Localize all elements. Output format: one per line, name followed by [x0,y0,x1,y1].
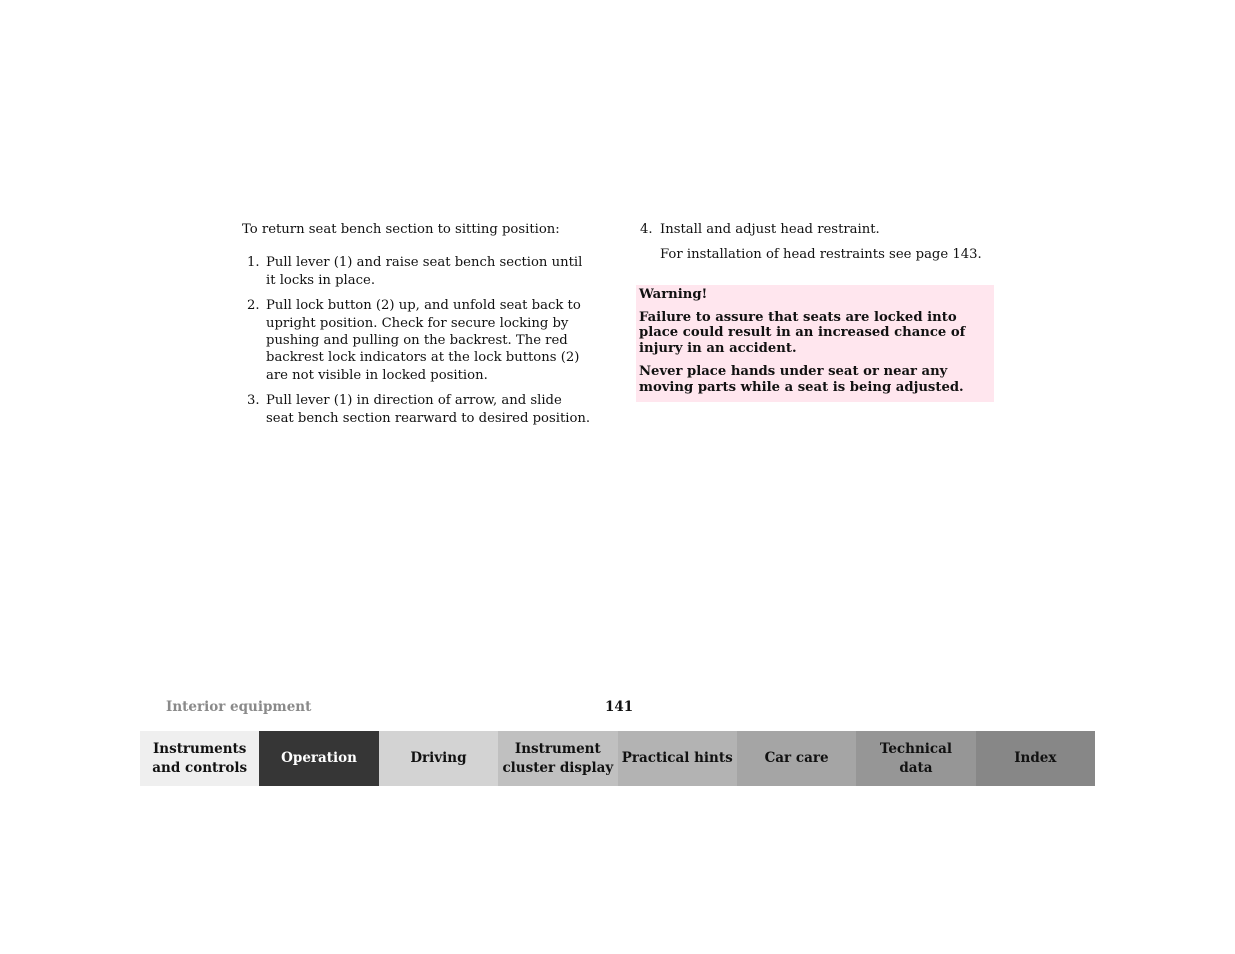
tab-car-care[interactable]: Car care [737,731,856,786]
step-text: Pull lever (1) and raise seat bench section until it locks in place. [266,255,583,288]
tab-instruments-and-controls[interactable]: Instruments and controls [140,731,259,786]
warning-paragraph: Failure to assure that seats are locked into place could result in an increased chance of injury in an accident. [639,309,966,356]
steps-list [242,254,592,427]
warning-paragraph: Never place hands under seat or near any moving parts while a seat is being adjusted. [639,364,964,395]
step-4 [638,221,994,238]
step-text: Install and adjust head restraint. [660,222,880,237]
tab-driving[interactable]: Driving [379,731,498,786]
page-number: 141 [605,699,634,715]
step-text: Pull lock button (2) up, and unfold seat back to upright position. Check for secure locking by pushing and pulling on the backrest. The red backrest lock indicators at the lock buttons (2) are not visible in locked position. [266,298,581,383]
step-number: 3. [247,393,260,409]
warning-title: Warning! [639,287,708,302]
right-column [638,221,994,264]
step-1 [242,254,592,289]
intro-text: To return seat bench section to sitting position: [242,222,560,237]
tab-index[interactable]: Index [976,731,1095,786]
tab-instrument-cluster-display[interactable]: Instrument cluster display [498,731,617,786]
step-2 [242,297,592,384]
step-number: 1. [247,255,260,271]
step-3 [242,392,592,427]
left-column [242,221,592,435]
tab-operation[interactable]: Operation [259,731,378,786]
tab-practical-hints[interactable]: Practical hints [618,731,737,786]
step-number: 4. [640,222,653,237]
step-number: 2. [247,298,260,314]
chapter-tab-bar [140,731,1095,786]
tab-technical-data[interactable]: Technical data [856,731,975,786]
step-text: Pull lever (1) in direction of arrow, and slide seat bench section rearward to desired position. [266,393,591,426]
section-label: Interior equipment [166,699,312,715]
warning-box [636,285,994,402]
step-4-note: For installation of head restraints see page 143. [660,247,982,263]
